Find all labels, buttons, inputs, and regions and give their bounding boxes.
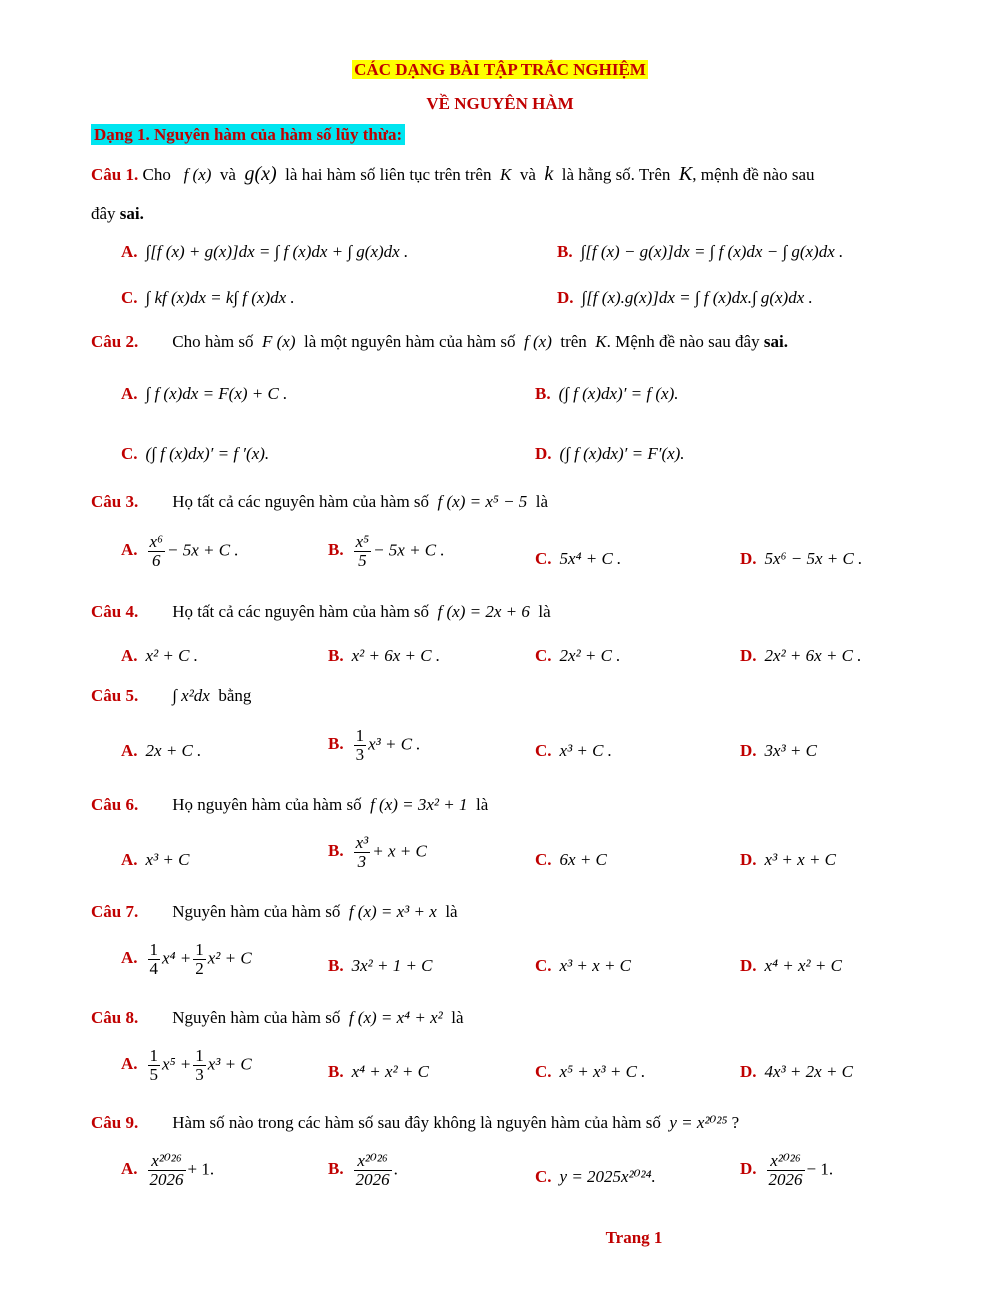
numerator: 1: [149, 1046, 159, 1065]
numerator: 1: [355, 726, 365, 745]
question-text: là: [535, 492, 549, 511]
option-label: A.: [121, 948, 138, 968]
option-label: D.: [535, 444, 552, 463]
denominator: 3: [357, 851, 367, 871]
fraction: [148, 941, 161, 978]
question-text: Họ tất cả các nguyên hàm của hàm số: [172, 492, 430, 511]
option-label: C.: [535, 549, 552, 568]
math-expr: K: [499, 165, 512, 184]
option-text: ∫[f (x) + g(x)]dx = ∫ f (x)dx + ∫ g(x)dx .: [145, 242, 409, 261]
option-label: C.: [121, 288, 138, 307]
numerator: 1: [195, 1046, 204, 1065]
question-1-continued: [91, 204, 144, 224]
option-c[interactable]: [121, 288, 295, 308]
question-3: [91, 492, 548, 512]
option-text: − 5x + C .: [167, 540, 239, 560]
option-b[interactable]: [328, 1152, 398, 1189]
option-label: C.: [121, 444, 138, 463]
math-expr: k: [544, 163, 554, 185]
question-label: Câu 6.: [91, 795, 139, 814]
math-expr: K: [678, 163, 693, 185]
option-label: A.: [121, 1054, 138, 1074]
fraction: [193, 941, 206, 978]
option-c[interactable]: [535, 1167, 656, 1187]
option-a[interactable]: [121, 850, 189, 870]
fraction: [354, 834, 371, 871]
option-text: x⁴ + x² + C: [764, 956, 842, 975]
math-expr: f (x): [524, 332, 552, 351]
option-text: (∫ f (x)dx)′ = F′(x).: [559, 444, 685, 463]
denominator: 3: [195, 1064, 204, 1084]
option-label: D.: [740, 741, 757, 760]
option-label: D.: [740, 1159, 757, 1179]
math-expr: f (x) = x⁵ − 5: [437, 492, 528, 511]
denominator: 3: [355, 744, 365, 764]
option-label: C.: [535, 741, 552, 760]
denominator: 2: [195, 958, 204, 978]
option-text: 5x⁶ − 5x + C .: [764, 549, 863, 568]
option-c[interactable]: [535, 741, 612, 761]
option-text: 3x³ + C: [764, 741, 817, 760]
question-text: Cho: [142, 165, 171, 184]
option-a[interactable]: [121, 646, 198, 666]
fraction: [148, 1047, 161, 1084]
option-label: B.: [328, 646, 344, 665]
option-c[interactable]: [535, 850, 607, 870]
option-c[interactable]: [121, 444, 269, 464]
fraction: [148, 1152, 186, 1189]
question-label: Câu 3.: [91, 492, 139, 511]
option-text: − 5x + C .: [373, 540, 445, 560]
option-d[interactable]: [740, 646, 862, 666]
option-b[interactable]: [328, 533, 445, 570]
fraction: [193, 1047, 206, 1084]
option-a[interactable]: [121, 941, 252, 978]
numerator: 1: [195, 940, 204, 959]
option-b[interactable]: [557, 242, 843, 262]
option-a[interactable]: [121, 384, 287, 404]
option-text: 6x + C: [559, 850, 607, 869]
question-text: là: [445, 902, 458, 921]
option-text: x² + 6x + C .: [351, 646, 441, 665]
denominator: 2026: [768, 1169, 803, 1189]
option-text: x² + C: [207, 948, 252, 968]
question-text: trên: [560, 332, 587, 351]
question-text: là: [451, 1008, 464, 1027]
option-c[interactable]: [535, 646, 620, 666]
option-b[interactable]: [328, 727, 421, 764]
option-label: B.: [328, 540, 344, 560]
option-text: ∫[f (x).g(x)]dx = ∫ f (x)dx.∫ g(x)dx .: [581, 288, 813, 307]
option-text: x⁵ + x³ + C .: [559, 1062, 646, 1081]
fraction: [354, 1152, 392, 1189]
denominator: 6: [152, 550, 161, 570]
option-d[interactable]: [740, 549, 862, 569]
math-expr: K: [595, 332, 607, 351]
question-text: Họ nguyên hàm của hàm số: [172, 795, 362, 814]
option-text: − 1.: [806, 1159, 834, 1179]
question-text: . Mệnh đề nào sau đây: [606, 332, 760, 351]
math-expr: f (x) = x⁴ + x²: [348, 1008, 443, 1027]
option-text: .: [393, 1159, 398, 1179]
math-expr: f (x) = 2x + 6: [437, 602, 530, 621]
question-text: là: [476, 795, 489, 814]
option-text: 2x² + C .: [559, 646, 621, 665]
question-9: [91, 1113, 739, 1133]
option-d[interactable]: [740, 741, 817, 761]
option-label: D.: [740, 1062, 757, 1081]
option-text: x⁵ +: [162, 1054, 192, 1074]
option-b[interactable]: [328, 1062, 429, 1082]
option-label: A.: [121, 646, 138, 665]
section-heading: [91, 125, 405, 145]
option-b[interactable]: [328, 646, 440, 666]
option-label: A.: [121, 384, 138, 403]
option-b[interactable]: [328, 956, 433, 976]
option-label: D.: [740, 646, 757, 665]
question-text: sai.: [119, 204, 144, 223]
option-label: A.: [121, 741, 138, 760]
numerator: x⁵: [355, 532, 370, 551]
question-label: Câu 1.: [91, 165, 139, 184]
option-text: x² + C .: [145, 646, 198, 665]
option-b[interactable]: [535, 384, 679, 404]
fraction: [148, 533, 165, 570]
question-text: Nguyên hàm của hàm số: [172, 902, 341, 921]
option-text: 2x² + 6x + C .: [764, 646, 862, 665]
option-c[interactable]: [535, 549, 621, 569]
option-label: A.: [121, 850, 138, 869]
question-label: Câu 8.: [91, 1008, 139, 1027]
question-label: Câu 2.: [91, 332, 139, 351]
math-expr: F (x): [261, 332, 296, 351]
option-text: 5x⁴ + C .: [559, 549, 622, 568]
question-8: [91, 1008, 464, 1028]
question-label: Câu 4.: [91, 602, 139, 621]
option-label: B.: [328, 956, 344, 975]
option-a[interactable]: [121, 1152, 214, 1189]
question-label: Câu 5.: [91, 686, 139, 705]
question-5: [91, 686, 251, 706]
option-text: x³ + x + C: [559, 956, 632, 975]
option-label: A.: [121, 540, 138, 560]
numerator: 1: [149, 940, 159, 959]
question-text: ?: [731, 1113, 740, 1132]
option-text: ∫ f (x)dx = F(x) + C .: [145, 384, 288, 403]
numerator: x²⁰²⁶: [148, 1152, 186, 1171]
page-number: Trang 1: [605, 1228, 663, 1247]
option-text: x³ + C .: [368, 734, 421, 754]
option-text: x⁴ +: [162, 948, 192, 968]
question-label: Câu 7.: [91, 902, 139, 921]
math-expr: y = x²⁰²⁵: [669, 1113, 728, 1132]
numerator: x²⁰²⁶: [354, 1152, 392, 1171]
question-text: và: [519, 165, 536, 184]
question-2: [91, 332, 788, 352]
document-title: [0, 60, 1000, 80]
option-text: x³ + x + C: [764, 850, 837, 869]
section-heading-text: Dạng 1. Nguyên hàm của hàm số lũy thừa:: [91, 124, 405, 145]
math-expr: g(x): [244, 163, 277, 185]
option-d[interactable]: [740, 1152, 833, 1189]
math-expr: ∫ x²dx: [172, 686, 210, 705]
option-label: D.: [557, 288, 574, 307]
option-text: 3x² + 1 + C: [351, 956, 433, 975]
document-subtitle: VỀ NGUYÊN HÀM: [426, 94, 574, 113]
option-a[interactable]: [121, 741, 201, 761]
question-label: Câu 9.: [91, 1113, 139, 1132]
option-d[interactable]: [740, 850, 836, 870]
denominator: 4: [149, 958, 159, 978]
option-c[interactable]: [535, 1062, 645, 1082]
question-text: Cho hàm số: [172, 332, 254, 351]
option-label: C.: [535, 1167, 552, 1186]
fraction: [767, 1152, 805, 1189]
question-text: là: [538, 602, 551, 621]
option-text: + x + C: [372, 841, 427, 861]
option-text: x³ + C: [145, 850, 190, 869]
option-label: D.: [740, 549, 757, 568]
question-text: là hai hàm số liên tục trên trên: [285, 165, 492, 184]
option-text: 4x³ + 2x + C: [764, 1062, 854, 1081]
option-text: 2x + C .: [145, 741, 202, 760]
option-d[interactable]: [740, 1062, 853, 1082]
option-text: y = 2025x²⁰²⁴.: [559, 1167, 656, 1186]
option-label: A.: [121, 1159, 138, 1179]
denominator: 2026: [355, 1169, 390, 1189]
option-label: B.: [557, 242, 573, 261]
title-line-1: CÁC DẠNG BÀI TẬP TRẮC NGHIỆM: [354, 60, 646, 79]
question-text: bằng: [218, 686, 252, 705]
denominator: 2026: [149, 1169, 184, 1189]
option-text: (∫ f (x)dx)′ = f (x).: [558, 384, 679, 403]
option-label: C.: [535, 956, 552, 975]
question-text: Nguyên hàm của hàm số: [172, 1008, 341, 1027]
option-label: B.: [328, 734, 344, 754]
option-a[interactable]: [121, 242, 408, 262]
option-text: x³ + C: [207, 1054, 252, 1074]
option-text: (∫ f (x)dx)′ = f ′(x).: [145, 444, 270, 463]
question-text: và: [219, 165, 236, 184]
option-d[interactable]: [535, 444, 685, 464]
question-text: Hàm số nào trong các hàm số sau đây không là nguyên hàm của hàm số: [172, 1113, 661, 1132]
option-text: x³ + C .: [559, 741, 612, 760]
question-1: [91, 163, 815, 186]
option-label: B.: [328, 841, 344, 861]
question-4: [91, 602, 551, 622]
numerator: x⁶: [149, 532, 163, 551]
option-d[interactable]: [557, 288, 813, 308]
math-expr: f (x): [183, 165, 212, 184]
question-text: , mệnh đề nào sau: [692, 165, 815, 184]
math-expr: f (x) = x³ + x: [348, 902, 437, 921]
option-label: C.: [535, 850, 552, 869]
math-expr: f (x) = 3x² + 1: [370, 795, 468, 814]
question-text: đây: [91, 204, 116, 223]
numerator: x²⁰²⁶: [767, 1152, 805, 1171]
fraction: [354, 727, 367, 764]
option-c[interactable]: [535, 956, 631, 976]
option-b[interactable]: [328, 834, 427, 871]
numerator: x³: [355, 833, 369, 852]
option-a[interactable]: [121, 533, 239, 570]
option-label: C.: [535, 1062, 552, 1081]
option-label: C.: [535, 646, 552, 665]
question-text: là một nguyên hàm của hàm số: [304, 332, 516, 351]
denominator: 5: [358, 550, 367, 570]
option-text: + 1.: [187, 1159, 215, 1179]
question-7: [91, 902, 458, 922]
fraction: [354, 533, 371, 570]
question-text: Họ tất cả các nguyên hàm của hàm số: [172, 602, 430, 621]
question-text: là hằng số. Trên: [561, 165, 671, 184]
option-text: ∫[f (x) − g(x)]dx = ∫ f (x)dx − ∫ g(x)dx .: [580, 242, 844, 261]
option-a[interactable]: [121, 1047, 252, 1084]
option-label: D.: [740, 956, 757, 975]
option-label: B.: [328, 1062, 344, 1081]
option-label: D.: [740, 850, 757, 869]
denominator: 5: [149, 1064, 159, 1084]
option-label: B.: [328, 1159, 344, 1179]
option-label: A.: [121, 242, 138, 261]
option-text: x⁴ + x² + C: [351, 1062, 429, 1081]
question-6: [91, 795, 488, 815]
option-label: B.: [535, 384, 551, 403]
question-text: sai.: [763, 332, 788, 351]
option-text: ∫ kf (x)dx = k∫ f (x)dx .: [145, 288, 295, 307]
option-d[interactable]: [740, 956, 842, 976]
